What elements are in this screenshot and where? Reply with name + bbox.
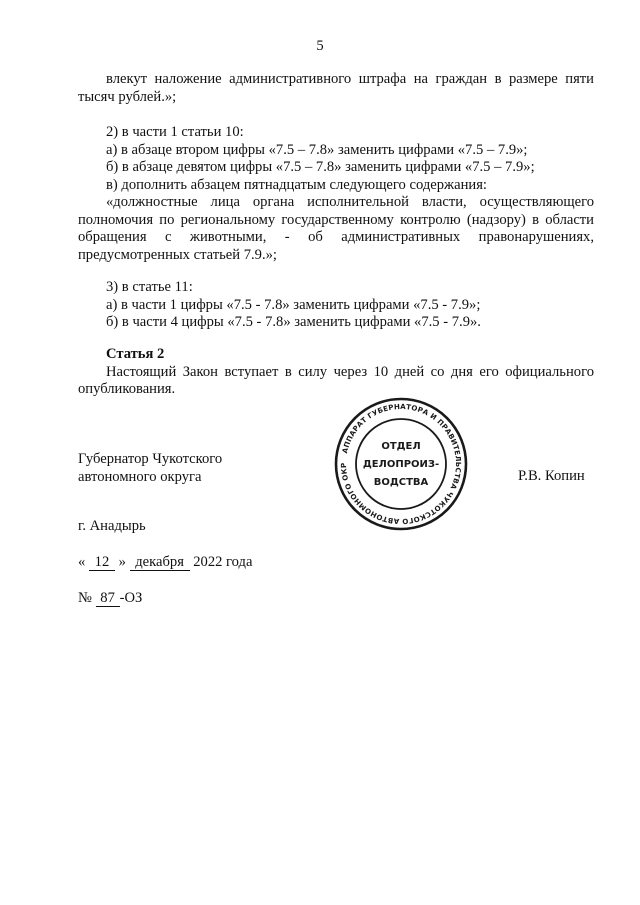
date-close-quote: » xyxy=(118,554,126,570)
stamp-ring-text: АППАРАТ ГУБЕРНАТОРА И ПРАВИТЕЛЬСТВА ЧУКОТСКОГО АВТОНОМНОГО ОКР xyxy=(338,401,464,527)
amendment-3-item-a: а) в части 1 цифры «7.5 - 7.8» заменить цифрами «7.5 - 7.9»; xyxy=(106,296,481,313)
amendment-2-item-b: б) в абзаце девятом цифры «7.5 – 7.8» заменить цифрами «7.5 – 7.9»; xyxy=(106,159,535,175)
law-number-value: 87 xyxy=(96,591,120,607)
page-number: 5 xyxy=(316,38,324,54)
stamp-line-3: ВОДСТВА xyxy=(373,477,429,488)
amendment-article-10 xyxy=(78,124,594,264)
amendment-2-quote: «должностные лица органа исполнительной власти, осуществляющего полномочия по региональному государственному контролю (надзору) в области обращения с животными, - об административных правонарушениях, предусмотренных статьей 7.9.»; xyxy=(78,194,594,263)
stamp-line-1: ОТДЕЛ xyxy=(381,441,421,452)
date-day: 12 xyxy=(89,555,115,571)
continuation-line-1: влекут наложение административного штрафа на граждан в размере пяти xyxy=(106,71,594,87)
article-2-text: Настоящий Закон вступает в силу через 10 дней со дня его официального опубликования. xyxy=(78,363,594,397)
amendment-2-item-c: в) дополнить абзацем пятнадцатым следующего содержания: xyxy=(106,176,487,193)
amendment-2-heading: 2) в части 1 статьи 10: xyxy=(106,124,244,140)
office-stamp-graphic xyxy=(333,396,469,532)
amendment-2-item-a: а) в абзаце втором цифры «7.5 – 7.8» заменить цифрами «7.5 – 7.9»; xyxy=(106,141,528,158)
date-month: декабря xyxy=(130,555,190,571)
law-number-line xyxy=(78,590,594,608)
signatory-position-line-2: автономного округа xyxy=(78,468,202,485)
signatory-name: Р.В. Копин xyxy=(518,468,585,484)
date-year: 2022 года xyxy=(193,554,253,570)
stamp-line-2: ДЕЛОПРОИЗ- xyxy=(362,459,440,470)
continuation-block xyxy=(78,71,594,106)
date-line xyxy=(78,554,594,572)
article-2-section xyxy=(78,346,594,399)
article-2-title: Статья 2 xyxy=(106,346,165,362)
law-number-prefix: № xyxy=(78,590,92,606)
amendment-3-heading: 3) в статье 11: xyxy=(106,279,193,295)
office-stamp xyxy=(333,396,469,532)
signatory-position xyxy=(78,451,222,486)
signatory-position-line-1: Губернатор Чукотского xyxy=(78,451,223,467)
amendment-article-11 xyxy=(78,279,594,332)
place-line: г. Анадырь xyxy=(78,518,146,534)
continuation-line-2: тысяч рублей.»; xyxy=(78,88,177,105)
law-number-suffix: -ОЗ xyxy=(119,590,143,606)
date-open-quote: « xyxy=(78,554,86,570)
amendment-3-item-b: б) в части 4 цифры «7.5 - 7.8» заменить цифрами «7.5 - 7.9». xyxy=(106,314,481,330)
